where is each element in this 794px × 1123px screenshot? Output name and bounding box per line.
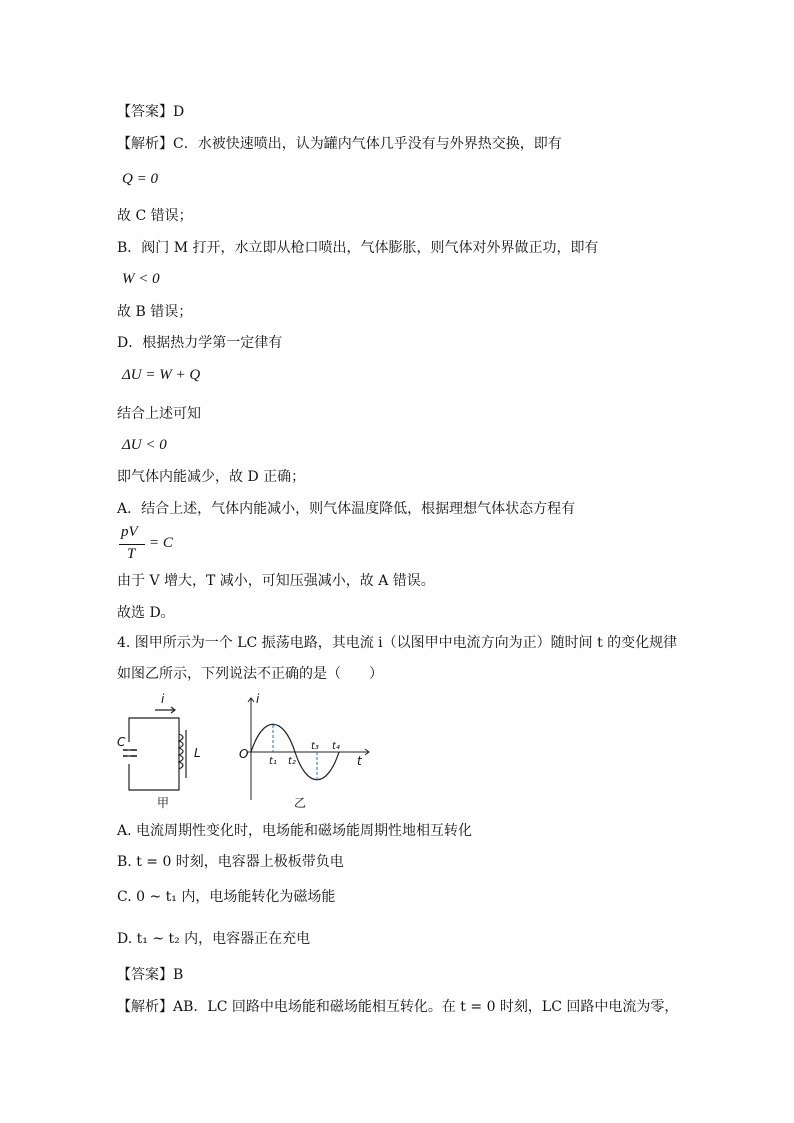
question-4-line-1: 4. 图甲所示为一个 LC 振荡电路，其电流 i（以图甲中电流方向为正）随时间 t 的变化规律 <box>117 635 678 651</box>
fraction-result: = C <box>149 535 173 551</box>
current-time-graph <box>247 698 369 800</box>
graph-axis-t: t <box>357 754 362 768</box>
equation-w: W < 0 <box>122 271 160 287</box>
option-d: D. t₁ ~ t₂ 内，电容器正在充电 <box>117 931 311 947</box>
equation-du: ΔU = W + Q <box>122 367 201 383</box>
a-wrong: 由于 V 增大，T 减小，可知压强减小，故 A 错误。 <box>117 573 435 589</box>
figure-jia-label: 甲 <box>157 796 170 810</box>
answer-label-2: 【答案】B <box>117 967 184 983</box>
graph-t1: t₁ <box>269 756 277 767</box>
graph-t4: t₄ <box>332 741 340 752</box>
analysis-ab: 【解析】AB．LC 回路中电场能和磁场能相互转化。在 t = 0 时刻，LC 回路中电流为零， <box>117 999 679 1015</box>
fraction-numerator: pV <box>121 524 138 540</box>
question-4-figure <box>117 690 397 814</box>
inductor-label: L <box>194 746 201 760</box>
analysis-a: A．结合上述，气体内能减小，则气体温度降低，根据理想气体状态方程有 <box>117 501 576 517</box>
lc-circuit-and-graph <box>117 690 397 810</box>
fraction-denominator: T <box>127 546 136 562</box>
option-b: B. t = 0 时刻，电容器上极板带负电 <box>117 854 344 870</box>
analysis-b: B．阀门 M 打开，水立即从枪口喷出，气体膨胀，则气体对外界做正功，即有 <box>117 240 599 256</box>
analysis-c: 【解析】C．水被快速喷出，认为罐内气体几乎没有与外界热交换，即有 <box>117 136 562 152</box>
analysis-d: D．根据热力学第一定律有 <box>117 335 283 351</box>
equation-du-negative: ΔU < 0 <box>122 437 167 453</box>
option-a: A. 电流周期性变化时，电场能和磁场能周期性地相互转化 <box>117 823 473 839</box>
circuit-current-label: i <box>161 692 165 706</box>
equation-pv <box>117 524 187 564</box>
choose-d: 故选 D。 <box>117 605 175 621</box>
equation-q: Q = 0 <box>122 171 158 187</box>
capacitor-label: C <box>117 735 126 749</box>
lc-circuit-diagram <box>123 707 186 790</box>
option-c: C. 0 ~ t₁ 内，电场能转化为磁场能 <box>117 889 336 905</box>
graph-axis-i: i <box>256 692 260 706</box>
question-4-line-2: 如图乙所示，下列说法不正确的是（ ） <box>117 666 383 682</box>
figure-yi-label: 乙 <box>294 796 307 810</box>
d-right: 即气体内能减少，故 D 正确； <box>117 469 306 485</box>
fraction-bar <box>119 544 145 545</box>
answer-label-1: 【答案】D <box>117 104 185 120</box>
graph-origin: O <box>239 747 249 761</box>
combine-text: 结合上述可知 <box>117 406 201 422</box>
graph-t2: t₂ <box>288 756 296 767</box>
graph-t3: t₃ <box>311 741 319 752</box>
b-wrong: 故 B 错误； <box>117 304 193 320</box>
c-wrong: 故 C 错误； <box>117 208 193 224</box>
